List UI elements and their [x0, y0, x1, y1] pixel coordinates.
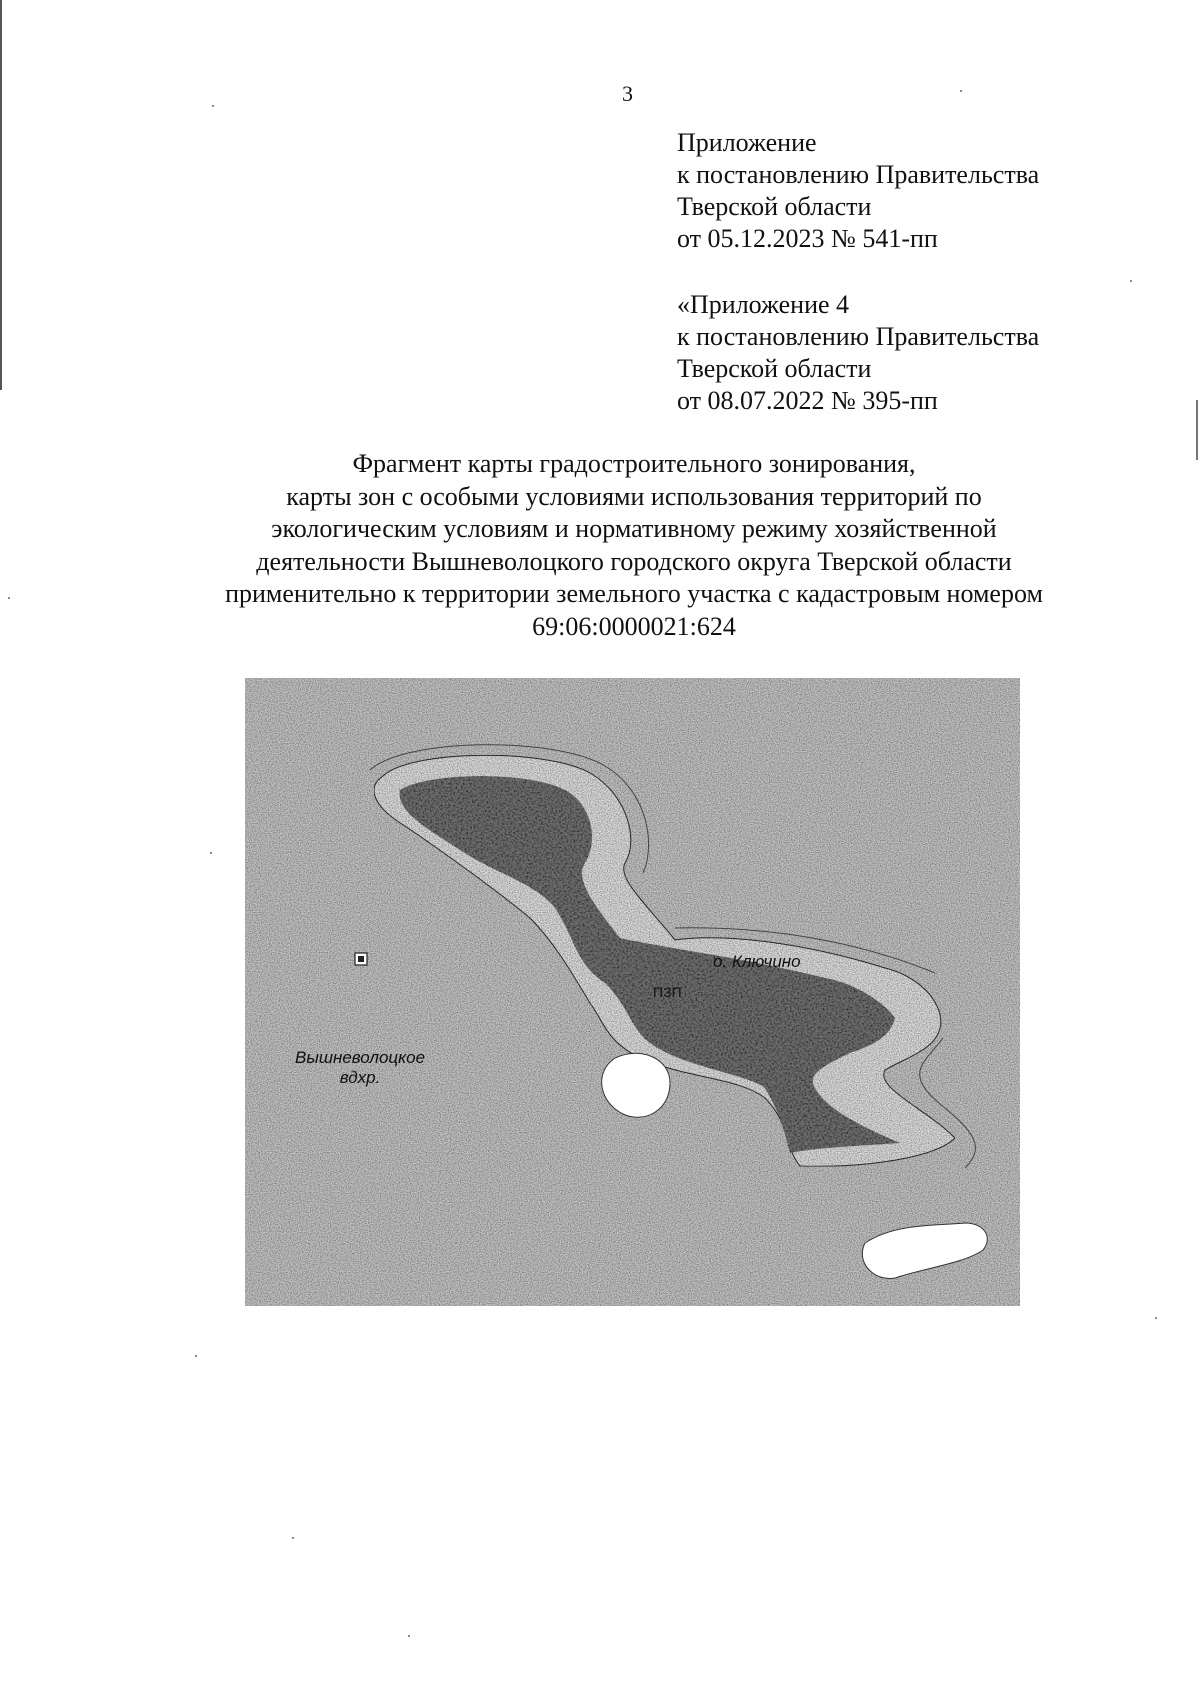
appendix-original-line: «Приложение 4 — [677, 290, 850, 319]
page-number: 3 — [622, 81, 633, 106]
map-title-line: деятельности Вышневолоцкого городского округа Тверской области — [256, 546, 1012, 576]
reservoir-label-line: Вышневолоцкое — [295, 1048, 426, 1067]
reservoir-label — [295, 1048, 425, 1088]
appendix-original — [677, 289, 1157, 417]
scan-edge-right — [1196, 400, 1198, 460]
scan-speck — [195, 1355, 197, 1357]
appendix-original-line: Тверской области — [677, 354, 872, 383]
appendix-original-line: от 08.07.2022 № 395-пп — [677, 386, 938, 415]
scan-speck — [8, 597, 10, 599]
appendix-current-line: Тверской области — [677, 192, 872, 221]
zoning-map — [245, 678, 1020, 1306]
scan-speck — [212, 105, 214, 107]
map-title-line: экологическим условиям и нормативному режиму хозяйственной — [271, 514, 997, 543]
appendix-original-line: к постановлению Правительства — [677, 322, 1040, 351]
island-label: о. Ключино — [713, 952, 801, 971]
zone-label: ПЗП — [653, 984, 682, 1000]
scan-speck — [960, 90, 962, 92]
appendix-current-line: к постановлению Правительства — [677, 160, 1040, 189]
appendix-current — [677, 127, 1157, 255]
map-title-line: 69:06:0000021:624 — [532, 611, 736, 641]
scan-speck — [1130, 280, 1132, 282]
church-icon — [355, 953, 367, 965]
map-title — [120, 448, 1148, 643]
scan-speck — [408, 1635, 410, 1637]
scan-edge-left — [0, 0, 2, 390]
map-title-line: Фрагмент карты градостроительного зонирования, — [352, 449, 916, 478]
appendix-current-line: от 05.12.2023 № 541-пп — [677, 224, 938, 253]
scan-speck — [1155, 1317, 1157, 1319]
reservoir-label-line: вдхр. — [339, 1068, 381, 1087]
zoning-map-svg — [245, 678, 1020, 1306]
appendix-current-line: Приложение — [677, 128, 817, 157]
map-title-line: применительно к территории земельного участка с кадастровым номером — [225, 579, 1043, 608]
scan-speck — [292, 1537, 294, 1539]
map-title-line: карты зон с особыми условиями использования территорий по — [286, 481, 982, 511]
scan-speck — [210, 852, 212, 854]
